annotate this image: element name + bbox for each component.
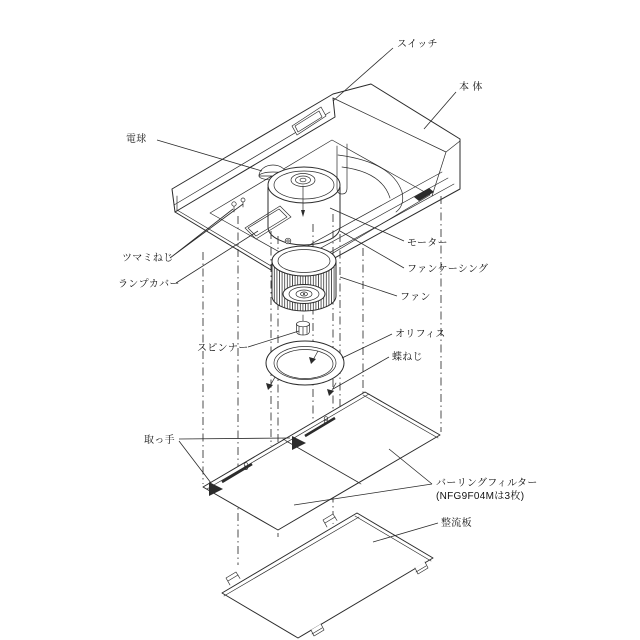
label-handle: 取っ手 xyxy=(144,435,175,446)
label-baffle: 整流板 xyxy=(441,518,472,529)
spinner-drawing xyxy=(297,315,310,335)
label-fan-casing: ファンケーシング xyxy=(407,264,489,275)
filter-panels-drawing xyxy=(203,392,440,530)
label-knob-screw: ツマミねじ xyxy=(122,253,174,264)
label-filter: バーリングフィルター xyxy=(436,478,538,489)
label-body: 本 体 xyxy=(459,82,483,93)
orifice-drawing xyxy=(266,341,344,385)
fan-drawing xyxy=(272,246,336,311)
label-spinner: スピンナー xyxy=(197,343,249,354)
label-bulb: 電球 xyxy=(126,134,147,145)
baffle-plate-drawing xyxy=(222,513,433,638)
label-motor: モーター xyxy=(407,238,448,249)
label-switch: スイッチ xyxy=(397,39,438,50)
label-lamp-cover: ランプカバー xyxy=(118,279,180,290)
label-wing-screw: 蝶ねじ xyxy=(392,352,423,363)
label-fan: ファン xyxy=(400,292,431,303)
label-filter-note: (NFG9F04Mは3枚) xyxy=(436,491,525,502)
label-orifice: オリフィス xyxy=(395,329,446,340)
